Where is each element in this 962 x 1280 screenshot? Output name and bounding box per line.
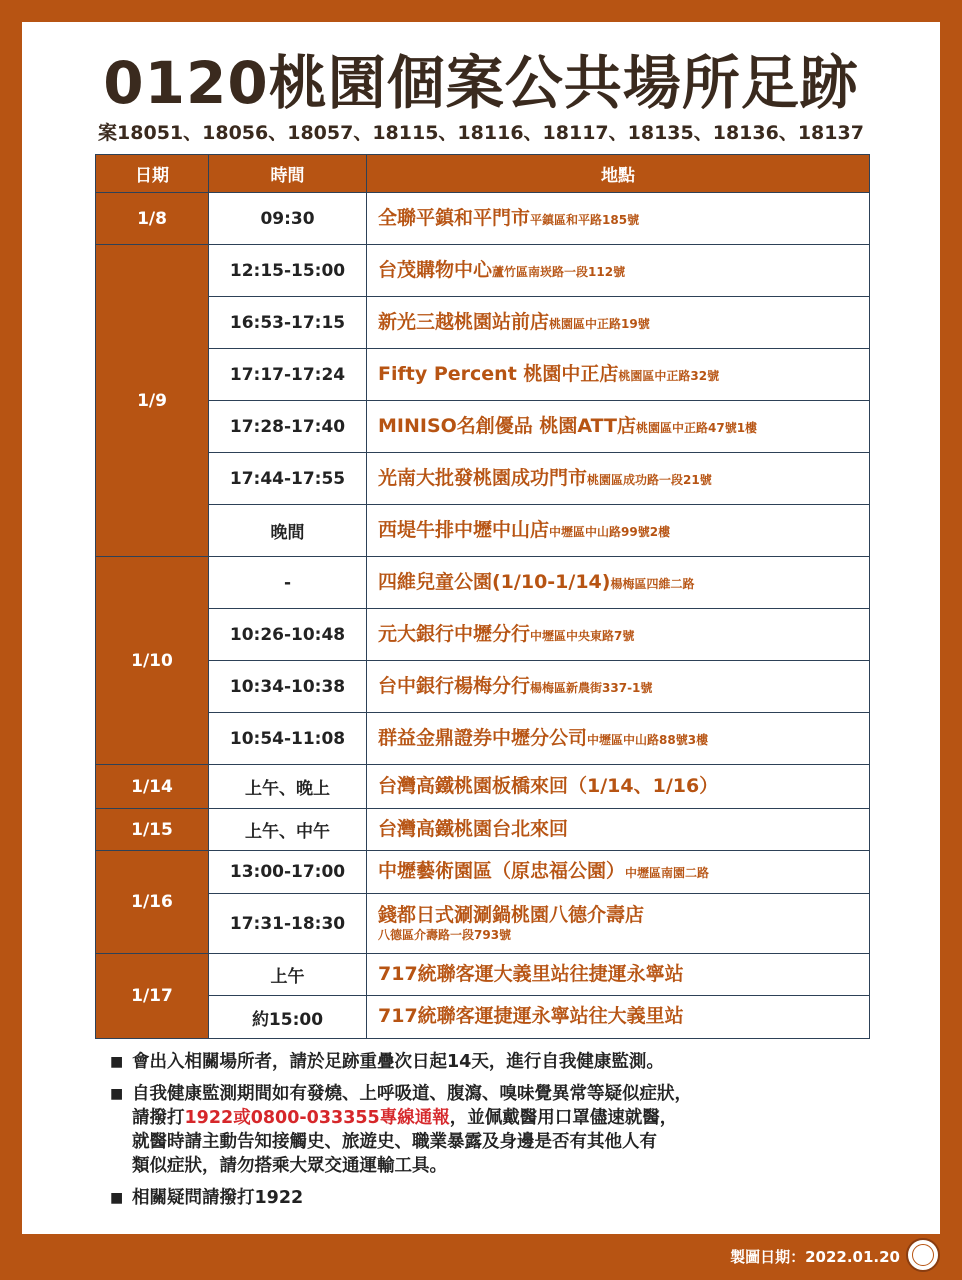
time-cell: 16:53-17:15 <box>209 297 367 349</box>
table-row <box>96 349 870 401</box>
note-text: 會出入相關場所者，請於足跡重疊次日起14天，進行自我健康監測。 <box>132 1052 664 1072</box>
place-name: 群益金鼎證券中壢分公司 <box>378 726 588 749</box>
time-cell: 約15:00 <box>209 996 367 1039</box>
note-line-pre: 請撥打 <box>132 1108 185 1128</box>
place-cell <box>367 713 870 765</box>
place-name: 台灣高鐵桃園台北來回 <box>378 817 569 840</box>
note-text: 相關疑問請撥打1922 <box>132 1188 304 1208</box>
table-row <box>96 453 870 505</box>
table-row <box>96 401 870 453</box>
place-cell <box>367 193 870 245</box>
time-cell: 10:54-11:08 <box>209 713 367 765</box>
place-name: 全聯平鎮和平門市 <box>378 206 531 229</box>
city-seal-icon <box>906 1238 940 1272</box>
place-address: 桃園區中正路32號 <box>618 368 720 383</box>
table-row <box>96 809 870 851</box>
time-cell: 10:34-10:38 <box>209 661 367 713</box>
place-address: 蘆竹區南崁路一段112號 <box>492 264 626 279</box>
time-cell: 上午、中午 <box>209 809 367 851</box>
time-cell: 晚間 <box>209 505 367 557</box>
time-cell: 17:28-17:40 <box>209 401 367 453</box>
table-row <box>96 765 870 809</box>
place-cell <box>367 954 870 996</box>
date-cell: 1/16 <box>96 851 209 954</box>
table-row <box>96 713 870 765</box>
place-cell <box>367 894 870 954</box>
place-name: 光南大批發桃園成功門市 <box>378 466 588 489</box>
place-cell <box>367 297 870 349</box>
hotline-highlight: 1922或0800-033355專線通報 <box>184 1108 450 1128</box>
time-cell: 上午 <box>209 954 367 996</box>
production-date: 製圖日期：2022.01.20 <box>730 1248 900 1266</box>
table-row <box>96 661 870 713</box>
note-item <box>110 1050 890 1074</box>
place-cell <box>367 765 870 809</box>
note-line: 類似症狀，請勿搭乘大眾交通運輸工具。 <box>132 1156 447 1176</box>
header-date: 日期 <box>96 155 209 193</box>
place-address: 楊梅區四維二路 <box>610 576 695 591</box>
place-name: 717統聯客運捷運永寧站往大義里站 <box>378 1005 684 1028</box>
footprint-table <box>95 154 870 1039</box>
place-cell <box>367 809 870 851</box>
place-address: 桃園區中正路47號1樓 <box>636 420 758 435</box>
bullet-icon: ■ <box>110 1054 124 1070</box>
date-cell: 1/15 <box>96 809 209 851</box>
place-address: 平鎮區和平路185號 <box>530 212 640 227</box>
page-title: 0120桃園個案公共場所足跡 <box>103 49 859 117</box>
header-place: 地點 <box>367 155 870 193</box>
note-line <box>132 1106 692 1130</box>
header-time: 時間 <box>209 155 367 193</box>
place-address: 中壢區中山路99號2樓 <box>549 524 671 539</box>
time-cell: 17:44-17:55 <box>209 453 367 505</box>
place-name: Fifty Percent 桃園中正店 <box>378 362 619 385</box>
table-row <box>96 851 870 894</box>
note-line: 自我健康監測期間如有發燒、上呼吸道、腹瀉、嗅味覺異常等疑似症狀， <box>132 1084 692 1104</box>
table-row <box>96 245 870 297</box>
time-cell: 17:31-18:30 <box>209 894 367 954</box>
note-item <box>110 1186 890 1210</box>
place-address: 中壢區中央東路7號 <box>530 628 635 643</box>
date-cell: 1/14 <box>96 765 209 809</box>
table-header-row <box>96 155 870 193</box>
time-cell: 12:15-15:00 <box>209 245 367 297</box>
place-name: 元大銀行中壢分行 <box>378 622 531 645</box>
place-cell <box>367 453 870 505</box>
place-cell <box>367 609 870 661</box>
place-cell <box>367 661 870 713</box>
date-cell: 1/17 <box>96 954 209 1039</box>
place-address: 桃園區成功路一段21號 <box>587 472 712 487</box>
table-row <box>96 297 870 349</box>
place-cell <box>367 557 870 609</box>
note-line: 就醫時請主動告知接觸史、旅遊史、職業暴露及身邊是否有其他人有 <box>132 1132 657 1152</box>
table-row <box>96 505 870 557</box>
date-cell: 1/9 <box>96 245 209 557</box>
place-address: 中壢區中山路88號3樓 <box>587 732 709 747</box>
time-cell: 上午、晚上 <box>209 765 367 809</box>
note-line-post: ，並佩戴醫用口罩儘速就醫， <box>449 1108 678 1128</box>
place-name: 西堤牛排中壢中山店 <box>378 518 550 541</box>
table-row <box>96 954 870 996</box>
place-cell <box>367 245 870 297</box>
bullet-icon: ■ <box>110 1086 124 1102</box>
place-name: 台灣高鐵桃園板橋來回（1/14、1/16） <box>378 774 719 797</box>
place-name: 錢都日式涮涮鍋桃園八德介壽店 <box>378 903 645 926</box>
table-row <box>96 557 870 609</box>
notes-section <box>110 1050 890 1218</box>
place-cell <box>367 996 870 1039</box>
table-row <box>96 996 870 1039</box>
note-item <box>110 1082 890 1178</box>
table-row <box>96 193 870 245</box>
place-name: 新光三越桃園站前店 <box>378 310 550 333</box>
place-address: 桃園區中正路19號 <box>549 316 650 331</box>
place-name: 台中銀行楊梅分行 <box>378 674 531 697</box>
place-name: MINISO名創優品 桃園ATT店 <box>378 414 636 437</box>
date-cell: 1/10 <box>96 557 209 765</box>
time-cell: - <box>209 557 367 609</box>
place-name: 四維兒童公園(1/10-1/14) <box>378 570 611 593</box>
table-row <box>96 894 870 954</box>
place-name: 717統聯客運大義里站往捷運永寧站 <box>378 962 684 985</box>
place-cell <box>367 505 870 557</box>
place-cell <box>367 851 870 894</box>
case-numbers: 案18051、18056、18057、18115、18116、18117、18135、18136、18137 <box>98 122 864 144</box>
place-name: 台茂購物中心 <box>378 258 493 281</box>
time-cell: 09:30 <box>209 193 367 245</box>
place-name: 中壢藝術園區（原忠福公園） <box>378 860 626 883</box>
time-cell: 17:17-17:24 <box>209 349 367 401</box>
place-cell <box>367 349 870 401</box>
bullet-icon: ■ <box>110 1190 124 1206</box>
note-text <box>132 1082 692 1178</box>
table-row <box>96 609 870 661</box>
place-address: 楊梅區新農街337-1號 <box>530 680 653 695</box>
poster-card <box>22 22 940 1234</box>
place-address: 八德區介壽路一段793號 <box>378 927 512 942</box>
time-cell: 13:00-17:00 <box>209 851 367 894</box>
place-cell <box>367 401 870 453</box>
time-cell: 10:26-10:48 <box>209 609 367 661</box>
place-address: 中壢區南園二路 <box>625 866 710 881</box>
date-cell: 1/8 <box>96 193 209 245</box>
